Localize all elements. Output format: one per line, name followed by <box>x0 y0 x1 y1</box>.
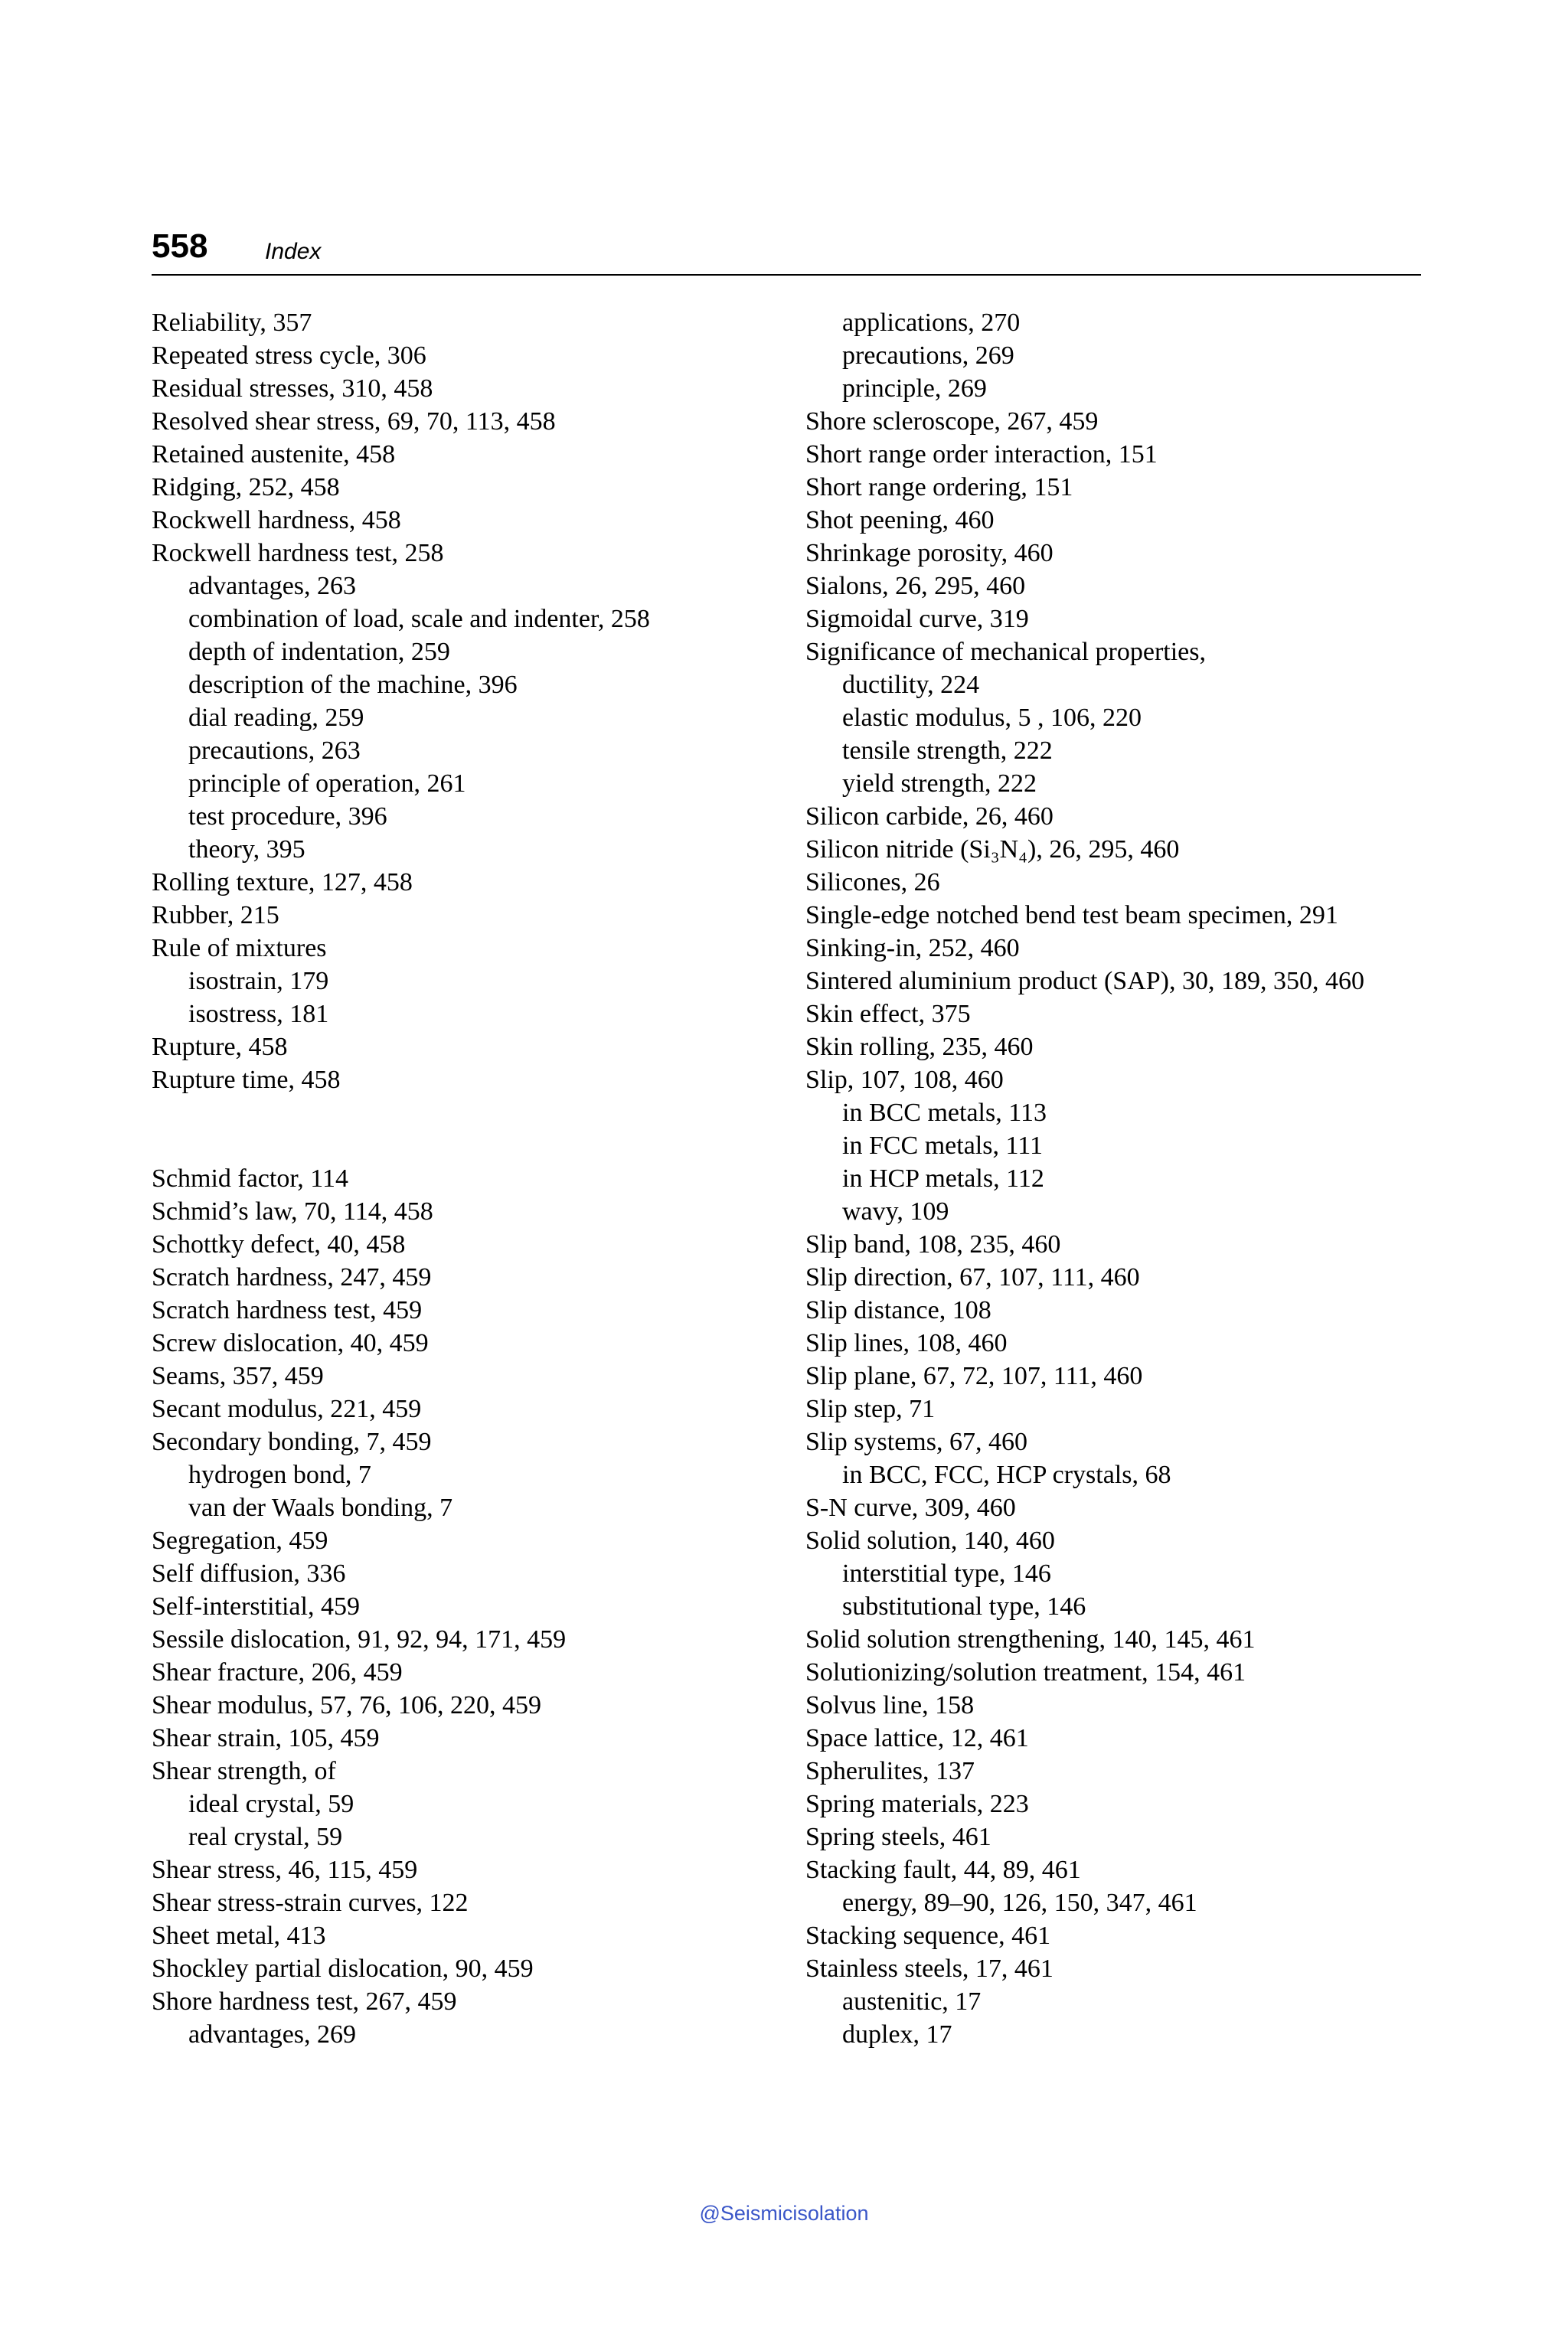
index-subentry: precautions, 269 <box>842 341 1014 370</box>
index-subentry: in BCC, FCC, HCP crystals, 68 <box>842 1461 1171 1489</box>
index-entry: Screw dislocation, 40, 459 <box>152 1329 429 1357</box>
index-entry: Secant modulus, 221, 459 <box>152 1395 422 1423</box>
index-entry: Resolved shear stress, 69, 70, 113, 458 <box>152 407 556 436</box>
index-entry: Ridging, 252, 458 <box>152 473 340 501</box>
index-entry: Self-interstitial, 459 <box>152 1592 360 1621</box>
index-subentry: in FCC metals, 111 <box>842 1132 1043 1160</box>
index-entry: Slip band, 108, 235, 460 <box>805 1230 1061 1259</box>
index-entry: Sheet metal, 413 <box>152 1922 326 1950</box>
index-column-left <box>152 306 650 2051</box>
index-subentry: interstitial type, 146 <box>842 1559 1051 1588</box>
index-subentry: isostress, 181 <box>188 1000 329 1028</box>
index-entry: Silicon nitride (Si₃N₄), 26, 295, 460 <box>805 835 1180 864</box>
index-entry: Sintered aluminium product (SAP), 30, 189, 350, 460 <box>805 967 1365 995</box>
index-entry: Reliability, 357 <box>152 309 312 337</box>
index-subentry: ductility, 224 <box>842 671 980 699</box>
index-entry: Slip direction, 67, 107, 111, 460 <box>805 1263 1140 1292</box>
index-subentry: isostrain, 179 <box>188 967 329 995</box>
index-entry: Sigmoidal curve, 319 <box>805 605 1029 633</box>
index-entry: Rupture time, 458 <box>152 1066 341 1094</box>
index-subentry: theory, 395 <box>188 835 305 864</box>
index-entry: Skin rolling, 235, 460 <box>805 1033 1034 1061</box>
index-entry: Scratch hardness, 247, 459 <box>152 1263 432 1292</box>
index-entry: Skin effect, 375 <box>805 1000 971 1028</box>
index-subentry: wavy, 109 <box>842 1197 949 1226</box>
index-entry: Scratch hardness test, 459 <box>152 1296 423 1324</box>
index-subentry: test procedure, 396 <box>188 802 387 831</box>
index-subentry: duplex, 17 <box>842 2020 952 2049</box>
index-entry: Schmid factor, 114 <box>152 1164 349 1193</box>
index-entry: S-N curve, 309, 460 <box>805 1494 1016 1522</box>
index-entry: Slip systems, 67, 460 <box>805 1428 1027 1456</box>
index-entry: Spring steels, 461 <box>805 1823 991 1851</box>
index-entry: Shear strength, of <box>152 1757 336 1785</box>
index-entry: Significance of mechanical properties, <box>805 638 1206 666</box>
index-entry: Retained austenite, 458 <box>152 440 396 469</box>
index-entry: Shrinkage porosity, 460 <box>805 539 1054 567</box>
index-entry: Stacking fault, 44, 89, 461 <box>805 1856 1081 1884</box>
index-entry: Sessile dislocation, 91, 92, 94, 171, 459 <box>152 1625 567 1654</box>
index-entry: Rockwell hardness test, 258 <box>152 539 444 567</box>
index-entry: Schottky defect, 40, 458 <box>152 1230 406 1259</box>
index-subentry: substitutional type, 146 <box>842 1592 1086 1621</box>
index-entry: Solutionizing/solution treatment, 154, 461 <box>805 1658 1246 1687</box>
index-subentry: principle, 269 <box>842 374 987 403</box>
index-entry: Secondary bonding, 7, 459 <box>152 1428 432 1456</box>
index-entry: Seams, 357, 459 <box>152 1362 324 1390</box>
index-entry: Slip lines, 108, 460 <box>805 1329 1008 1357</box>
index-entry: Repeated stress cycle, 306 <box>152 341 426 370</box>
index-entry: Segregation, 459 <box>152 1527 328 1555</box>
index-subentry: yield strength, 222 <box>842 769 1037 798</box>
index-entry: Slip plane, 67, 72, 107, 111, 460 <box>805 1362 1143 1390</box>
index-entry: Silicon carbide, 26, 460 <box>805 802 1054 831</box>
index-entry: Sinking-in, 252, 460 <box>805 934 1020 962</box>
watermark: @Seismicisolation <box>699 2202 869 2225</box>
index-subentry: elastic modulus, 5 , 106, 220 <box>842 704 1142 732</box>
index-entry: Rockwell hardness, 458 <box>152 506 401 534</box>
index-entry: Spring materials, 223 <box>805 1790 1029 1818</box>
index-entry: Schmid’s law, 70, 114, 458 <box>152 1197 433 1226</box>
index-subentry: applications, 270 <box>842 309 1021 337</box>
index-entry: Single-edge notched bend test beam specimen, 291 <box>805 901 1338 929</box>
index-subentry: real crystal, 59 <box>188 1823 343 1851</box>
index-subentry: in HCP metals, 112 <box>842 1164 1044 1193</box>
index-subentry: combination of load, scale and indenter, 258 <box>188 605 650 633</box>
index-entry: Short range ordering, 151 <box>805 473 1073 501</box>
index-entry: Shot peening, 460 <box>805 506 995 534</box>
index-entry: Rule of mixtures <box>152 934 327 962</box>
index-entry: Shear stress, 46, 115, 459 <box>152 1856 418 1884</box>
index-entry: Spherulites, 137 <box>805 1757 975 1785</box>
index-entry: Self diffusion, 336 <box>152 1559 346 1588</box>
index-subentry: advantages, 263 <box>188 572 357 600</box>
index-subentry: ideal crystal, 59 <box>188 1790 354 1818</box>
index-entry: Shore scleroscope, 267, 459 <box>805 407 1099 436</box>
index-entry: Short range order interaction, 151 <box>805 440 1158 469</box>
index-subentry: energy, 89–90, 126, 150, 347, 461 <box>842 1889 1197 1917</box>
index-entry: Rolling texture, 127, 458 <box>152 868 413 896</box>
index-subentry: principle of operation, 261 <box>188 769 466 798</box>
index-subentry: tensile strength, 222 <box>842 736 1053 765</box>
index-subentry: description of the machine, 396 <box>188 671 518 699</box>
index-entry: Silicones, 26 <box>805 868 940 896</box>
index-subentry: austenitic, 17 <box>842 1987 982 2016</box>
index-entry: Rubber, 215 <box>152 901 279 929</box>
index-entry: Space lattice, 12, 461 <box>805 1724 1029 1752</box>
index-entry: Slip distance, 108 <box>805 1296 991 1324</box>
index-entry: Shear modulus, 57, 76, 106, 220, 459 <box>152 1691 542 1719</box>
index-subentry: van der Waals bonding, 7 <box>188 1494 453 1522</box>
index-entry: Solid solution strengthening, 140, 145, 461 <box>805 1625 1256 1654</box>
index-column-right <box>805 306 1364 2051</box>
section-gap <box>152 1096 650 1162</box>
index-entry: Solvus line, 158 <box>805 1691 975 1719</box>
index-entry: Shear strain, 105, 459 <box>152 1724 380 1752</box>
index-entry: Shockley partial dislocation, 90, 459 <box>152 1955 534 1983</box>
index-entry: Residual stresses, 310, 458 <box>152 374 433 403</box>
index-entry: Shore hardness test, 267, 459 <box>152 1987 457 2016</box>
index-subentry: precautions, 263 <box>188 736 361 765</box>
running-head: Index <box>265 239 322 264</box>
index-subentry: dial reading, 259 <box>188 704 364 732</box>
index-entry: Stacking sequence, 461 <box>805 1922 1051 1950</box>
page-number: 558 <box>152 227 208 265</box>
index-entry: Shear fracture, 206, 459 <box>152 1658 403 1687</box>
index-subentry: hydrogen bond, 7 <box>188 1461 371 1489</box>
index-entry: Slip, 107, 108, 460 <box>805 1066 1004 1094</box>
index-subentry: depth of indentation, 259 <box>188 638 450 666</box>
index-subentry: in BCC metals, 113 <box>842 1099 1047 1127</box>
index-entry: Stainless steels, 17, 461 <box>805 1955 1054 1983</box>
header-rule <box>152 274 1421 276</box>
index-entry: Slip step, 71 <box>805 1395 936 1423</box>
index-entry: Solid solution, 140, 460 <box>805 1527 1055 1555</box>
index-entry: Sialons, 26, 295, 460 <box>805 572 1026 600</box>
index-entry: Shear stress-strain curves, 122 <box>152 1889 469 1917</box>
index-entry: Rupture, 458 <box>152 1033 288 1061</box>
index-subentry: advantages, 269 <box>188 2020 357 2049</box>
